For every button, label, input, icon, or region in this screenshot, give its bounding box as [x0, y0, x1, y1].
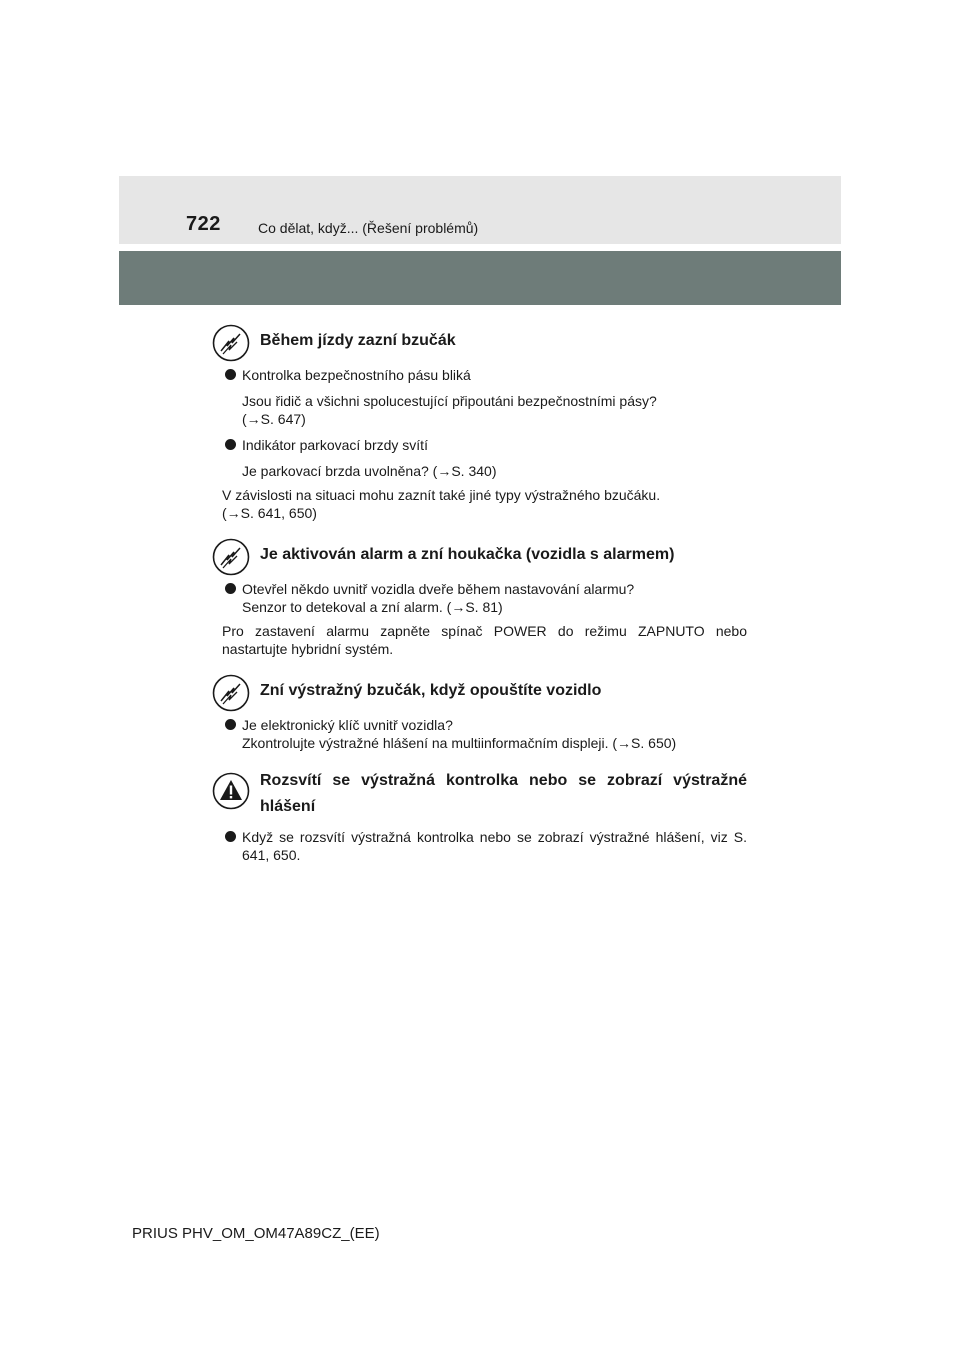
bullet-text-2: Zkontrolujte výstražné hlášení na multiinformačním displeji. (→S. 650): [242, 735, 677, 751]
bullet-item: [212, 436, 747, 454]
section-buzzer-while-driving: [212, 318, 747, 522]
section-heading: [212, 318, 747, 358]
running-title: Co dělat, když... (Řešení problémů): [258, 220, 479, 236]
section-title: Je aktivován alarm a zní houkačka (vozidla s alarmem): [260, 546, 675, 563]
page-number: 722: [186, 213, 221, 235]
document-code: PRIUS PHV_OM_OM47A89CZ_(EE): [132, 1225, 380, 1242]
bullet-text: Otevřel někdo uvnitř vozidla dveře během nastavování alarmu?: [242, 581, 635, 597]
section-heading: [212, 532, 747, 572]
section-warning-light: [212, 758, 747, 864]
wrench-symbol-icon: [212, 324, 250, 362]
paragraph-line: V závislosti na situaci mohu zaznít také jiné typy výstražného bzučáku.: [222, 487, 661, 503]
bullet-text-2: Senzor to detekoval a zní alarm. (→S. 81): [242, 599, 503, 615]
wrench-symbol-icon: [212, 538, 250, 576]
wrench-symbol-icon: [212, 674, 250, 712]
bullet-dot: [225, 583, 236, 594]
answer-line: Je parkovací brzda uvolněna? (→S. 340): [242, 463, 497, 479]
section-title: Zní výstražný bzučák, když opouštíte vozidlo: [260, 682, 602, 699]
bullet-item: [212, 580, 747, 616]
bullet-item: [212, 716, 747, 752]
bullet-dot: [225, 369, 236, 380]
bullet-answer: [212, 462, 747, 480]
bullet-text: Když se rozsvítí výstražná kontrolka nebo se zobrazí výstražné hlášení, viz S. 641, 650.: [242, 829, 747, 863]
paragraph-ref: (→S. 641, 650): [222, 505, 317, 521]
bullet-dot: [225, 719, 236, 730]
paragraph: [212, 486, 747, 522]
header-band: [119, 176, 841, 244]
bullet-text: Kontrolka bezpečnostního pásu bliká: [242, 367, 471, 383]
answer-line: Jsou řidič a všichni spolucestující připoutáni bezpečnostními pásy?: [242, 393, 657, 409]
paragraph: Pro zastavení alarmu zapněte spínač POWER do režimu ZAPNUTO nebo nastartujte hybridní systém.: [222, 623, 747, 657]
answer-ref: (→S. 647): [242, 411, 306, 427]
section-band: [119, 251, 841, 305]
bullet-item: [212, 366, 747, 384]
bullet-dot: [225, 831, 236, 842]
section-title: Během jízdy zazní bzučák: [260, 332, 456, 349]
bullet-text: Je elektronický klíč uvnitř vozidla?: [242, 717, 453, 733]
page-content: [212, 318, 747, 864]
bullet-item: [212, 828, 747, 864]
section-title: Rozsvítí se výstražná kontrolka nebo se zobrazí výstražné hlášení: [260, 772, 747, 815]
section-buzzer-leaving-vehicle: [212, 668, 747, 752]
bullet-dot: [225, 439, 236, 450]
section-heading: [212, 668, 747, 708]
bullet-text: Indikátor parkovací brzdy svítí: [242, 437, 428, 453]
bullet-answer: [212, 392, 747, 428]
section-alarm-horn: [212, 532, 747, 658]
warning-triangle-icon: [212, 772, 250, 810]
section-heading: [212, 758, 747, 820]
